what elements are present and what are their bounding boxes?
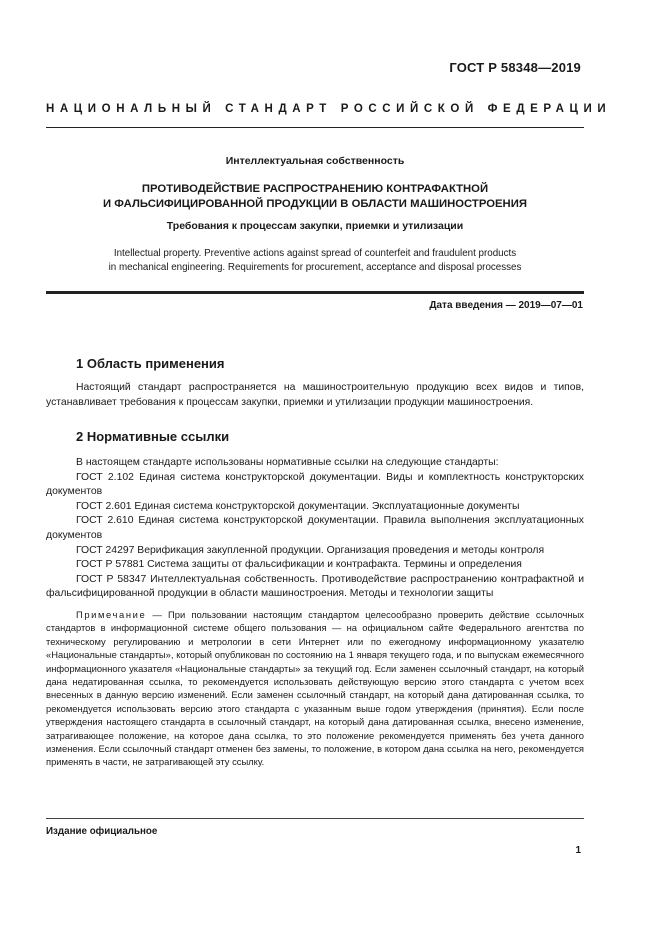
title-english-line-2: in mechanical engineering. Requirements for procurement, acceptance and disposal processes: [108, 262, 522, 273]
footer-divider: [46, 818, 584, 819]
note-paragraph: [46, 608, 584, 769]
section-1-paragraph: Настоящий стандарт распространяется на машиностроительную продукцию всех видов и типов, устанавливает требования к процессам закупки, приемки и утилизации продукции машиностроения.: [46, 382, 584, 408]
title-main-line-2: И ФАЛЬСИФИЦИРОВАННОЙ ПРОДУКЦИИ В ОБЛАСТИ МАШИНОСТРОЕНИЯ: [103, 197, 527, 210]
reference-gost-2-601: ГОСТ 2.601 Единая система конструкторской документации. Эксплуатационные документы: [76, 500, 520, 512]
reference-gost-r-58347: ГОСТ Р 58347 Интеллектуальная собственность. Противодействие распространению контрафактной и фальсифицированной продукции в области машиностроения. Методы и технологии защиты: [46, 573, 584, 600]
gost-code: ГОСТ Р 58348—2019: [449, 60, 581, 75]
reference-gost-2-102: ГОСТ 2.102 Единая система конструкторской документации. Виды и комплектность конструкторских документов: [46, 471, 584, 498]
title-divider: [46, 291, 584, 294]
reference-gost-2-610: ГОСТ 2.610 Единая система конструкторской документации. Правила выполнения эксплуатационных документов: [46, 515, 584, 541]
header-divider: [46, 127, 584, 128]
title-main-line-1: ПРОТИВОДЕЙСТВИЕ РАСПРОСТРАНЕНИЮ КОНТРАФАКТНОЙ: [141, 183, 489, 195]
title-english: [46, 247, 584, 275]
title-english-line-1: Intellectual property. Preventive actions against spread of counterfeit and fraudulent products: [113, 248, 517, 259]
reference-gost-24297: ГОСТ 24297 Верификация закупленной продукции. Организация проведения и методы контроля: [76, 544, 545, 556]
page-number: 1: [575, 845, 581, 856]
title-category: Интеллектуальная собственность: [225, 155, 405, 167]
note-text: — При пользовании настоящим стандартом целесообразно проверить действие ссылочных стандартов в информационной системе общего пользования — на официальном сайте Федерального агентства по техническому регулированию и метрологии в сети Интернет или по ежегодному информационному указателю «Национальные стандарты», который опубликован по состоянию на 1 января текущего года, и по выпускам ежемесячного информационного указателя «Национальные стандарты» за текущий год. Если заменен ссылочный стандарт, на который дана недатированная ссылка, то рекомендуется использовать действующую версию этого стандарта с учетом всех внесенных в данную версию изменений. Если заменен ссылочный стандарт, на который дана датированная ссылка, то рекомендуется использовать версию этого стандарта с указанным выше годом утверждения (принятия). Если после утверждения настоящего стандарта в ссылочный стандарт, на который дана датированная ссылка, внесено изменение, затрагивающее положение, на которое дана ссылка, то это положение рекомендуется применять без учета данного изменения. Если ссылочный стандарт отменен без замены, то положение, в котором дана ссылка на него, рекомендуется применять в части, не затрагивающей эту ссылку.: [46, 609, 584, 768]
reference-gost-r-57881: ГОСТ Р 57881 Система защиты от фальсификации и контрафакта. Термины и определения: [76, 559, 522, 571]
title-main: [46, 182, 584, 211]
section-2-body: [46, 456, 584, 602]
reference-note: [46, 608, 584, 769]
section-1-body: [46, 381, 584, 410]
official-edition-label: Издание официальное: [46, 826, 158, 837]
note-label: Примечание: [76, 609, 147, 620]
section-2-heading: 2 Нормативные ссылки: [76, 429, 230, 444]
section-1-heading: 1 Область применения: [76, 356, 225, 371]
national-standard-banner: НАЦИОНАЛЬНЫЙ СТАНДАРТ РОССИЙСКОЙ ФЕДЕРАЦИИ: [46, 103, 612, 115]
section-2-intro: В настоящем стандарте использованы нормативные ссылки на следующие стандарты:: [76, 457, 499, 468]
date-of-introduction: Дата введения — 2019—07—01: [429, 300, 583, 311]
title-requirements: Требования к процессам закупки, приемки и утилизации: [166, 220, 464, 232]
